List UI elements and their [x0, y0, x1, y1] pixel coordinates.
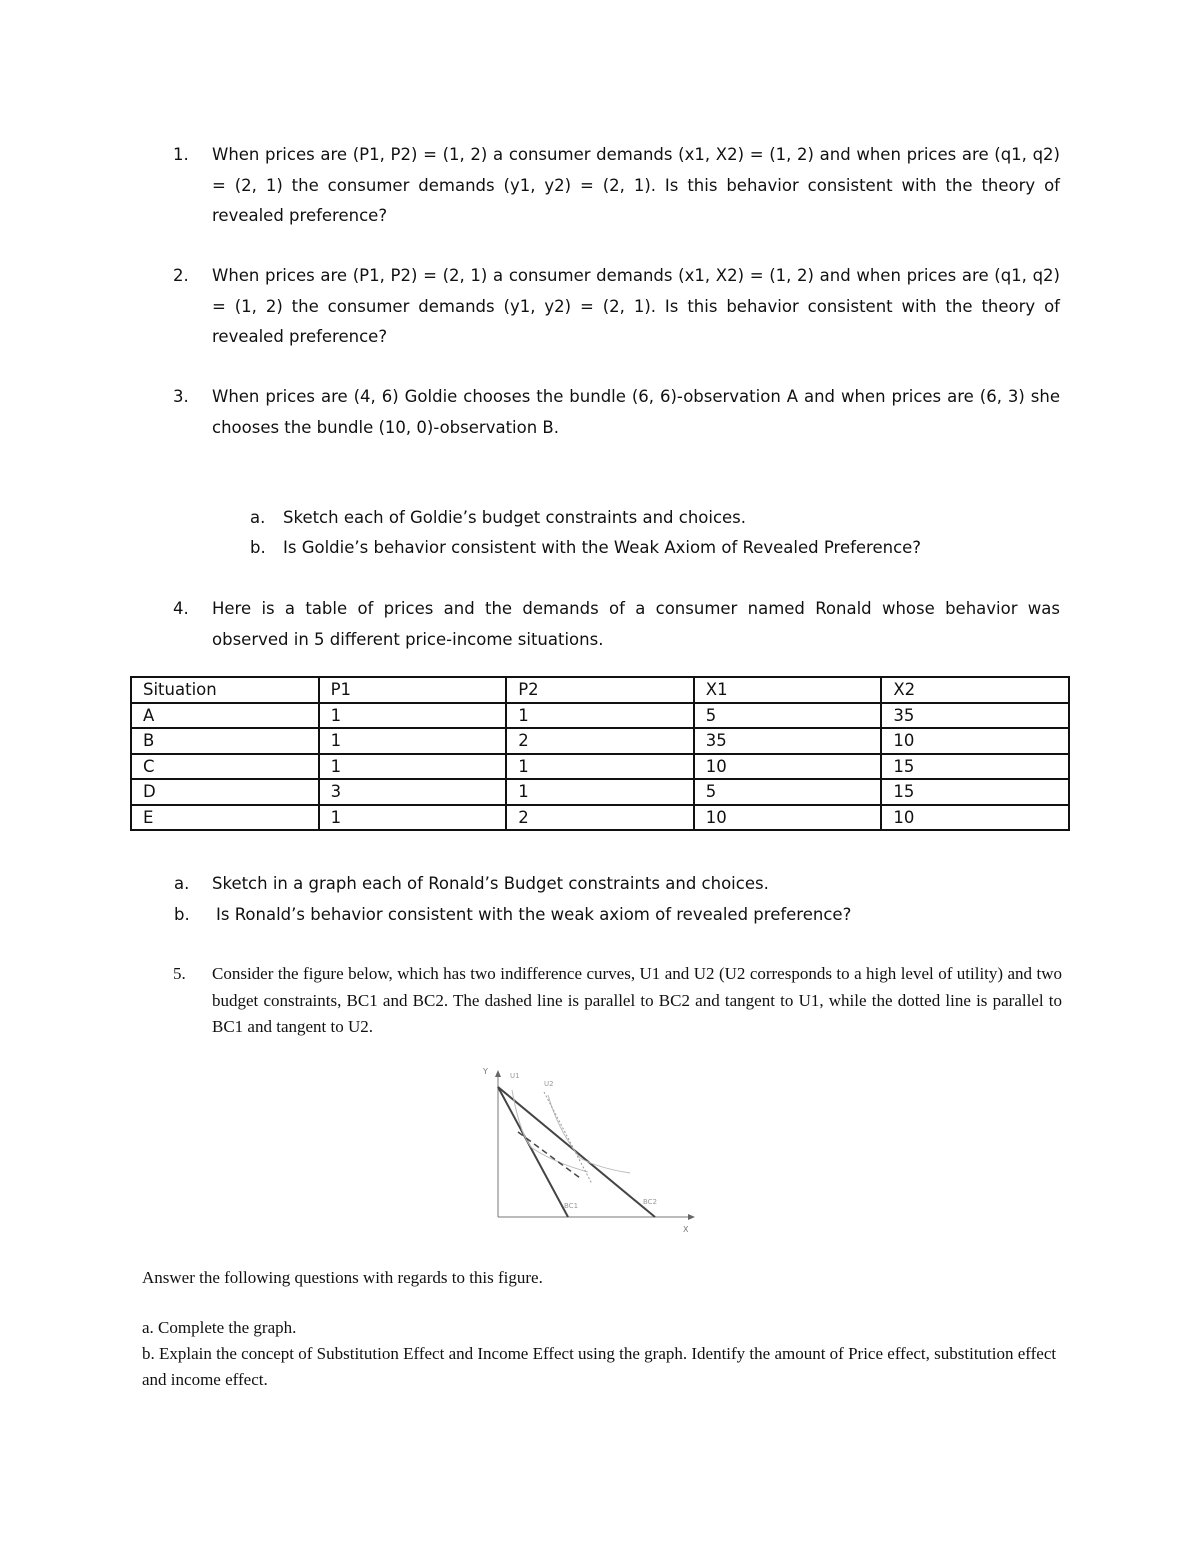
y-axis-label: Y — [483, 1067, 488, 1076]
question-4a-text: Sketch in a graph each of Ronald’s Budget constraints and choices. — [212, 874, 769, 893]
table-header-cell: X1 — [694, 677, 882, 703]
ronald-price-demand-table — [130, 676, 1070, 831]
table-row — [131, 754, 1069, 780]
dashed-line — [518, 1132, 580, 1178]
table-cell: 35 — [694, 728, 882, 754]
table-cell: 3 — [319, 779, 507, 805]
y-axis-arrow — [495, 1070, 501, 1077]
table-cell: 5 — [694, 703, 882, 729]
table-header-cell: P2 — [506, 677, 694, 703]
x-axis-label: X — [683, 1225, 689, 1234]
table-row — [131, 779, 1069, 805]
table-cell: 10 — [881, 805, 1069, 831]
table-cell: 1 — [506, 779, 694, 805]
question-4b-text: Is Ronald’s behavior consistent with the weak axiom of revealed preference? — [216, 905, 852, 924]
question-5-number: 5. — [173, 964, 186, 983]
table-cell: 15 — [881, 779, 1069, 805]
question-3-text: When prices are (4, 6) Goldie chooses the bundle (6, 6)-observation A and when prices are (6, 3) she chooses the bundle (10, 0)-observation B. — [212, 387, 1060, 437]
question-3a-label: a. — [250, 508, 266, 527]
question-2-number: 2. — [173, 266, 189, 285]
table-cell: E — [131, 805, 319, 831]
table-cell: C — [131, 754, 319, 780]
table-cell: B — [131, 728, 319, 754]
table-cell: 1 — [319, 703, 507, 729]
question-4a-label: a. — [174, 874, 190, 893]
bc2-label: BC2 — [643, 1198, 658, 1206]
question-2-text: When prices are (P1, P2) = (2, 1) a consumer demands (x1, X2) = (1, 2) and when prices are (q1, q2) = (1, 2) the consumer demands (y1, y2) = (2, 1). Is this behavior consistent with the theory of revealed preference? — [212, 266, 1060, 346]
question-5-text: Consider the figure below, which has two indifference curves, U1 and U2 (U2 corresponds to a high level of utility) and two budget constraints, BC1 and BC2. The dashed line is parallel to BC2 and tangent to U1, while the dotted line is parallel to BC1 and tangent to U2. — [212, 964, 1062, 1036]
question-4-number: 4. — [173, 599, 189, 618]
table-row — [131, 728, 1069, 754]
question-4b-label: b. — [174, 905, 190, 924]
budget-constraint-bc2 — [498, 1087, 658, 1217]
u1-label: U1 — [510, 1072, 520, 1080]
table-header-cell: Situation — [131, 677, 319, 703]
table-cell: 1 — [506, 703, 694, 729]
table-cell: 2 — [506, 728, 694, 754]
table-cell: D — [131, 779, 319, 805]
question-1-text: When prices are (P1, P2) = (1, 2) a consumer demands (x1, X2) = (1, 2) and when prices are (q1, q2) = (2, 1) the consumer demands (y1, y2) = (2, 1). Is this behavior consistent with the theory of revealed preference? — [212, 145, 1060, 225]
table-cell: 35 — [881, 703, 1069, 729]
question-5a-text: a. Complete the graph. — [142, 1318, 297, 1337]
table-row — [131, 703, 1069, 729]
budget-constraint-bc1 — [498, 1087, 568, 1217]
table-cell: 10 — [694, 754, 882, 780]
table-cell: 2 — [506, 805, 694, 831]
question-3a-text: Sketch each of Goldie’s budget constraints and choices. — [283, 508, 747, 527]
question-3b-text: Is Goldie’s behavior consistent with the Weak Axiom of Revealed Preference? — [283, 538, 922, 557]
question-3b-label: b. — [250, 538, 266, 557]
question-1-number: 1. — [173, 145, 189, 164]
x-axis-arrow — [688, 1214, 695, 1220]
table-header-cell: P1 — [319, 677, 507, 703]
table-cell: 1 — [319, 728, 507, 754]
indifference-curve-figure — [480, 1060, 710, 1235]
u2-label: U2 — [544, 1080, 554, 1088]
bc1-label: BC1 — [564, 1202, 579, 1210]
question-3-number: 3. — [173, 387, 189, 406]
table-header-row — [131, 677, 1069, 703]
table-header-cell: X2 — [881, 677, 1069, 703]
table-cell: A — [131, 703, 319, 729]
answer-intro: Answer the following questions with regards to this figure. — [142, 1268, 543, 1287]
table-cell: 1 — [506, 754, 694, 780]
table-cell: 1 — [319, 805, 507, 831]
question-4-text: Here is a table of prices and the demands of a consumer named Ronald whose behavior was observed in 5 different price-income situations. — [212, 599, 1060, 649]
table-cell: 1 — [319, 754, 507, 780]
table-cell: 10 — [694, 805, 882, 831]
table-row — [131, 805, 1069, 831]
question-5b-text: b. Explain the concept of Substitution Effect and Income Effect using the graph. Identify the amount of Price effect, substitution effect and income effect. — [142, 1344, 1057, 1389]
table-cell: 5 — [694, 779, 882, 805]
table-cell: 15 — [881, 754, 1069, 780]
table-cell: 10 — [881, 728, 1069, 754]
